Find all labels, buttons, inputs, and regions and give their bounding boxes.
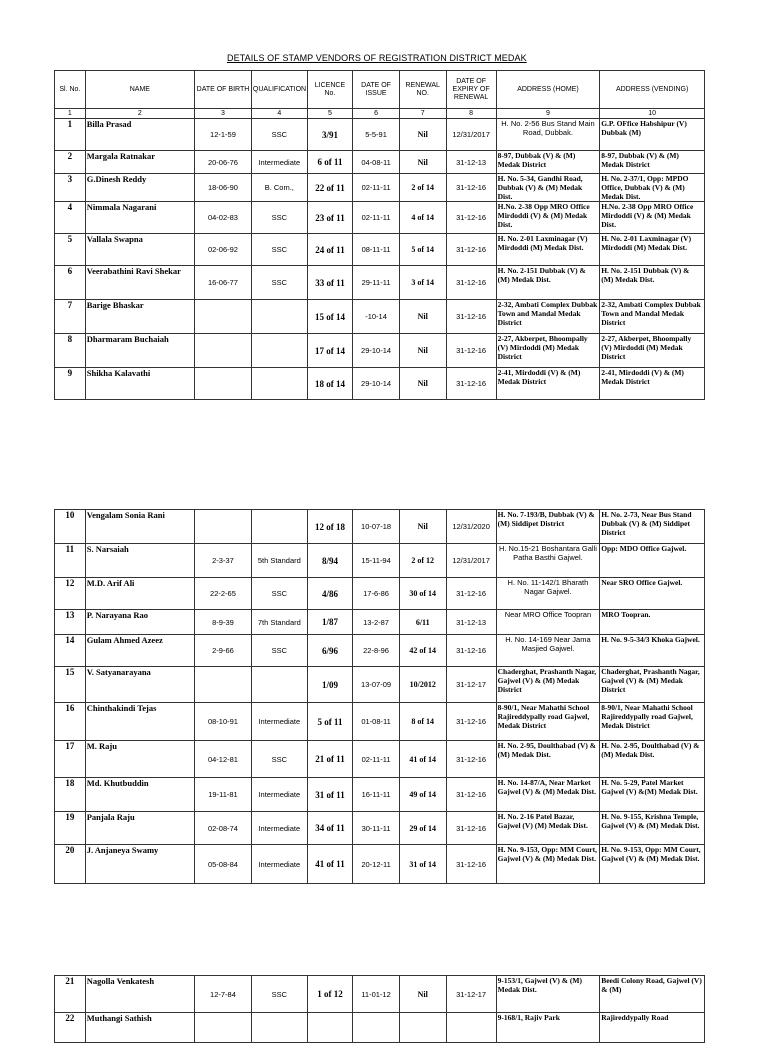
- cell-dob: [195, 510, 252, 544]
- cell-address-vending: G.P. OFfice Habshipur (V) Dubbak (M): [600, 119, 705, 151]
- cell-sl-no: 8: [55, 334, 86, 368]
- cell-sl-no: 20: [55, 845, 86, 884]
- table-row: [55, 334, 705, 368]
- cell-address-vending: H. No. 2-01 Laxminagar (V) Mirdoddi (M) Medak Dist.: [600, 234, 705, 266]
- cell-sl-no: 17: [55, 741, 86, 778]
- cell-sl-no: 3: [55, 174, 86, 202]
- cell-dob: 16-06-77: [195, 266, 252, 300]
- cell-dob: 2-9-66: [195, 635, 252, 667]
- cell-dob: 02-06-92: [195, 234, 252, 266]
- cell-licence: 24 of 11: [307, 234, 353, 266]
- cell-qualification: 5th Standard: [251, 544, 307, 578]
- header-dob: DATE OF BIRTH: [195, 71, 252, 109]
- cell-address-home: H.No. 2-38 Opp MRO Office Mirdoddi (V) & (M) Medak Dist.: [496, 202, 600, 234]
- cell-sl-no: 4: [55, 202, 86, 234]
- cell-name: Vengalam Sonia Rani: [85, 510, 194, 544]
- cell-sl-no: 21: [55, 976, 86, 1013]
- cell-sl-no: 22: [55, 1013, 86, 1043]
- cell-sl-no: 12: [55, 578, 86, 610]
- cell-renewal: Nil: [399, 151, 446, 174]
- table-row: [55, 667, 705, 703]
- cell-name: V. Satyanarayana: [85, 667, 194, 703]
- cell-address-home: H. No. 7-193/B, Dubbak (V) & (M) Siddipet District: [496, 510, 600, 544]
- cell-licence: 33 of 11: [307, 266, 353, 300]
- cell-dob: 8-9-39: [195, 610, 252, 635]
- table-row: [55, 544, 705, 578]
- cell-address-vending: 2-32, Ambati Complex Dubbak Town and Mandal Medak District: [600, 300, 705, 334]
- cell-expiry: 31-12-16: [446, 266, 496, 300]
- cell-dob: 08-10-91: [195, 703, 252, 741]
- cell-licence: 34 of 11: [307, 812, 353, 845]
- cell-expiry: 31-12-16: [446, 202, 496, 234]
- cell-qualification: SSC: [251, 202, 307, 234]
- cell-date-of-issue: 10-07-18: [353, 510, 400, 544]
- cell-date-of-issue: 29-10-14: [353, 368, 400, 400]
- cell-qualification: SSC: [251, 741, 307, 778]
- cell-address-vending: H. No. 2-151 Dubbak (V) & (M) Medak Dist.: [600, 266, 705, 300]
- table-row: [55, 368, 705, 400]
- cell-address-home: H. No. 2-56 Bus Stand Main Road, Dubbak.: [496, 119, 600, 151]
- cell-name: Nagolla Venkatesh: [85, 976, 194, 1013]
- table-row: [55, 202, 705, 234]
- document-title: DETAILS OF STAMP VENDORS OF REGISTRATION DISTRICT MEDAK: [227, 53, 527, 63]
- cell-licence: 1 of 12: [307, 976, 353, 1013]
- cell-licence: [307, 1013, 353, 1043]
- cell-qualification: SSC: [251, 578, 307, 610]
- cell-dob: [195, 300, 252, 334]
- cell-name: Chinthakindi Tejas: [85, 703, 194, 741]
- cell-address-vending: Near SRO Office Gajwel.: [600, 578, 705, 610]
- cell-sl-no: 6: [55, 266, 86, 300]
- cell-dob: 02-08-74: [195, 812, 252, 845]
- cell-renewal: 8 of 14: [399, 703, 446, 741]
- cell-address-home: 8-97, Dubbak (V) & (M) Medak District: [496, 151, 600, 174]
- cell-qualification: 7th Standard: [251, 610, 307, 635]
- cell-qualification: B. Com.,: [251, 174, 307, 202]
- table-row: [55, 119, 705, 151]
- vendor-table-1: [54, 70, 705, 400]
- cell-address-home: H. No. 2-151 Dubbak (V) & (M) Medak Dist.: [496, 266, 600, 300]
- cell-licence: 21 of 11: [307, 741, 353, 778]
- cell-qualification: [251, 667, 307, 703]
- cell-licence: 5 of 11: [307, 703, 353, 741]
- cell-address-vending: 2-27, Akberpet, Bhoompally (V) Mirdoddi (M) Medak District: [600, 334, 705, 368]
- cell-sl-no: 2: [55, 151, 86, 174]
- cell-address-vending: Chaderghat, Prashanth Nagar, Gajwel (V) & (M) Medak District: [600, 667, 705, 703]
- cell-renewal: 6/11: [399, 610, 446, 635]
- cell-name: Billa Prasad: [85, 119, 194, 151]
- cell-address-home: H. No. 2-16 Patel Bazar, Gajwel (V) (M) Medak Dist.: [496, 812, 600, 845]
- cell-expiry: 31-12-16: [446, 635, 496, 667]
- cell-sl-no: 19: [55, 812, 86, 845]
- cell-address-vending: 8-97, Dubbak (V) & (M) Medak District: [600, 151, 705, 174]
- cell-date-of-issue: 02-11-11: [353, 202, 400, 234]
- cell-name: P. Narayana Rao: [85, 610, 194, 635]
- cell-address-home: H. No. 5-34, Gandhi Road, Dubbak (V) & (M) Medak Dist.: [496, 174, 600, 202]
- cell-renewal: 2 of 12: [399, 544, 446, 578]
- table-row: [55, 266, 705, 300]
- cell-expiry: 12/31/2017: [446, 119, 496, 151]
- cell-dob: 12-7-84: [195, 976, 252, 1013]
- cell-expiry: 31-12-16: [446, 174, 496, 202]
- cell-licence: 22 of 11: [307, 174, 353, 202]
- table-row: [55, 778, 705, 812]
- cell-name: Barige Bhaskar: [85, 300, 194, 334]
- col-number: 4: [251, 109, 307, 119]
- cell-expiry: 12/31/2020: [446, 510, 496, 544]
- cell-address-home: H. No. 14-87/A, Near Market Gajwel (V) & (M) Medak Dist.: [496, 778, 600, 812]
- cell-date-of-issue: 30-11-11: [353, 812, 400, 845]
- col-number: 10: [600, 109, 705, 119]
- vendor-table-3: [54, 975, 705, 1043]
- header-address-vending: ADDRESS (VENDING): [600, 71, 705, 109]
- cell-qualification: SSC: [251, 234, 307, 266]
- header-qualification: QUALIFICATION: [251, 71, 307, 109]
- cell-name: Nimmala Nagarani: [85, 202, 194, 234]
- table-row: [55, 635, 705, 667]
- cell-renewal: Nil: [399, 510, 446, 544]
- cell-dob: 22-2-65: [195, 578, 252, 610]
- cell-name: M. Raju: [85, 741, 194, 778]
- cell-renewal: 49 of 14: [399, 778, 446, 812]
- cell-expiry: 31-12-16: [446, 368, 496, 400]
- cell-renewal: [399, 1013, 446, 1043]
- cell-expiry: 31-12-16: [446, 334, 496, 368]
- cell-address-home: H. No. 14-169 Near Jama Masjied Gajwel.: [496, 635, 600, 667]
- cell-expiry: 12/31/2017: [446, 544, 496, 578]
- cell-qualification: SSC: [251, 976, 307, 1013]
- cell-address-home: Chaderghat, Prashanth Nagar, Gajwel (V) & (M) Medak District: [496, 667, 600, 703]
- cell-name: Shikha Kalavathi: [85, 368, 194, 400]
- header-sl-no: Sl. No.: [55, 71, 86, 109]
- cell-renewal: Nil: [399, 300, 446, 334]
- cell-date-of-issue: 29-11-11: [353, 266, 400, 300]
- cell-address-home: 2-32, Ambati Complex Dubbak Town and Mandal Medak District: [496, 300, 600, 334]
- header-row: [55, 71, 705, 109]
- cell-name: Md. Khutbuddin: [85, 778, 194, 812]
- cell-licence: 1/09: [307, 667, 353, 703]
- cell-qualification: [251, 334, 307, 368]
- cell-name: Margala Ratnakar: [85, 151, 194, 174]
- cell-renewal: 10/2012: [399, 667, 446, 703]
- cell-date-of-issue: 13-2-87: [353, 610, 400, 635]
- cell-date-of-issue: 29-10-14: [353, 334, 400, 368]
- cell-sl-no: 1: [55, 119, 86, 151]
- cell-sl-no: 11: [55, 544, 86, 578]
- cell-licence: 6/96: [307, 635, 353, 667]
- cell-dob: 18-06-90: [195, 174, 252, 202]
- col-number: 5: [307, 109, 353, 119]
- cell-date-of-issue: -10-14: [353, 300, 400, 334]
- cell-renewal: 30 of 14: [399, 578, 446, 610]
- col-number: 2: [85, 109, 194, 119]
- cell-dob: [195, 368, 252, 400]
- cell-address-home: H. No. 11-142/1 Bharath Nagar Gajwel.: [496, 578, 600, 610]
- cell-qualification: SSC: [251, 266, 307, 300]
- cell-expiry: 31-12-16: [446, 578, 496, 610]
- cell-expiry: 31-12-16: [446, 300, 496, 334]
- cell-address-home: H. No. 2-95, Doulthabad (V) & (M) Medak Dist.: [496, 741, 600, 778]
- cell-renewal: 41 of 14: [399, 741, 446, 778]
- cell-licence: 23 of 11: [307, 202, 353, 234]
- cell-expiry: 31-12-16: [446, 703, 496, 741]
- cell-date-of-issue: 5-5-91: [353, 119, 400, 151]
- cell-name: Veerabathini Ravi Shekar: [85, 266, 194, 300]
- cell-renewal: 42 of 14: [399, 635, 446, 667]
- cell-date-of-issue: 17-6-86: [353, 578, 400, 610]
- cell-expiry: 31-12-17: [446, 976, 496, 1013]
- cell-date-of-issue: 11-01-12: [353, 976, 400, 1013]
- cell-name: Vallala Swapna: [85, 234, 194, 266]
- cell-address-vending: MRO Toopran.: [600, 610, 705, 635]
- cell-qualification: [251, 510, 307, 544]
- cell-date-of-issue: 20-12-11: [353, 845, 400, 884]
- table-row: [55, 300, 705, 334]
- cell-licence: 41 of 11: [307, 845, 353, 884]
- cell-qualification: [251, 368, 307, 400]
- cell-qualification: Intermediate: [251, 845, 307, 884]
- cell-qualification: [251, 1013, 307, 1043]
- cell-address-home: H. No.15-21 Boshantara Galli Patha Basthi Gajwel.: [496, 544, 600, 578]
- cell-name: G.Dinesh Reddy: [85, 174, 194, 202]
- table-row: [55, 234, 705, 266]
- col-number: 1: [55, 109, 86, 119]
- cell-expiry: 31-12-16: [446, 741, 496, 778]
- cell-renewal: 31 of 14: [399, 845, 446, 884]
- cell-date-of-issue: 15-11-94: [353, 544, 400, 578]
- cell-address-home: H. No. 2-01 Laxminagar (V) Mirdoddi (M) Medak Dist.: [496, 234, 600, 266]
- cell-name: S. Narsaiah: [85, 544, 194, 578]
- cell-address-vending: Rajireddypally Road: [600, 1013, 705, 1043]
- cell-dob: 20-06-76: [195, 151, 252, 174]
- vendor-table-2: [54, 509, 705, 884]
- cell-expiry: 31-12-17: [446, 667, 496, 703]
- table-row: [55, 845, 705, 884]
- cell-renewal: 5 of 14: [399, 234, 446, 266]
- cell-dob: 05-08-84: [195, 845, 252, 884]
- cell-date-of-issue: 02-11-11: [353, 741, 400, 778]
- cell-licence: 12 of 18: [307, 510, 353, 544]
- cell-licence: 4/86: [307, 578, 353, 610]
- cell-licence: 15 of 14: [307, 300, 353, 334]
- cell-sl-no: 16: [55, 703, 86, 741]
- cell-sl-no: 9: [55, 368, 86, 400]
- cell-address-vending: H. No. 2-95, Doulthabad (V) & (M) Medak Dist.: [600, 741, 705, 778]
- cell-sl-no: 14: [55, 635, 86, 667]
- cell-expiry: 31-12-16: [446, 845, 496, 884]
- cell-address-vending: H. No. 9-153, Opp: MM Court, Gajwel (V) & (M) Medak Dist.: [600, 845, 705, 884]
- cell-licence: 6 of 11: [307, 151, 353, 174]
- cell-address-home: H. No. 9-153, Opp: MM Court, Gajwel (V) & (M) Medak Dist.: [496, 845, 600, 884]
- cell-licence: 17 of 14: [307, 334, 353, 368]
- cell-address-home: 2-41, Mirdoddi (V) & (M) Medak District: [496, 368, 600, 400]
- cell-address-home: 9-153/1, Gajwel (V) & (M) Medak Dist.: [496, 976, 600, 1013]
- cell-dob: [195, 667, 252, 703]
- cell-dob: [195, 1013, 252, 1043]
- cell-address-home: 2-27, Akberpet, Bhoompally (V) Mirdoddi (M) Medak District: [496, 334, 600, 368]
- cell-dob: 2-3-37: [195, 544, 252, 578]
- col-number: 8: [446, 109, 496, 119]
- cell-address-vending: 8-90/1, Near Mahathi School Rajireddypally road Gajwel, Medak District: [600, 703, 705, 741]
- cell-address-vending: Beedi Colony Road, Gajwel (V) & (M): [600, 976, 705, 1013]
- cell-expiry: 31-12-16: [446, 812, 496, 845]
- header-licence: LICENCE No.: [307, 71, 353, 109]
- cell-name: Muthangi Sathish: [85, 1013, 194, 1043]
- header-date-of-issue: DATE OF ISSUE: [353, 71, 400, 109]
- cell-address-vending: H. No. 9-5-34/3 Khoka Gajwel.: [600, 635, 705, 667]
- cell-sl-no: 5: [55, 234, 86, 266]
- cell-sl-no: 15: [55, 667, 86, 703]
- table-row: [55, 151, 705, 174]
- cell-name: Panjala Raju: [85, 812, 194, 845]
- cell-renewal: 3 of 14: [399, 266, 446, 300]
- cell-name: M.D. Arif Ali: [85, 578, 194, 610]
- table-row: [55, 610, 705, 635]
- cell-qualification: Intermediate: [251, 812, 307, 845]
- col-number: 6: [353, 109, 400, 119]
- cell-renewal: Nil: [399, 119, 446, 151]
- cell-dob: 04-02-83: [195, 202, 252, 234]
- cell-qualification: [251, 300, 307, 334]
- cell-licence: 1/87: [307, 610, 353, 635]
- header-name: NAME: [85, 71, 194, 109]
- cell-address-vending: H. No. 5-29, Patel Market Gajwel (V) &(M) Medak Dist.: [600, 778, 705, 812]
- cell-dob: 12-1-59: [195, 119, 252, 151]
- cell-expiry: [446, 1013, 496, 1043]
- column-number-row: [55, 109, 705, 119]
- col-number: 7: [399, 109, 446, 119]
- cell-expiry: 31-12-16: [446, 778, 496, 812]
- cell-date-of-issue: 16-11-11: [353, 778, 400, 812]
- cell-renewal: 29 of 14: [399, 812, 446, 845]
- col-number: 3: [195, 109, 252, 119]
- cell-expiry: 31-12-16: [446, 234, 496, 266]
- table-row: [55, 1013, 705, 1043]
- table-row: [55, 578, 705, 610]
- cell-sl-no: 10: [55, 510, 86, 544]
- table-row: [55, 174, 705, 202]
- cell-address-home: 8-90/1, Near Mahathi School Rajireddypally road Gajwel, Medak District: [496, 703, 600, 741]
- cell-qualification: Intermediate: [251, 703, 307, 741]
- cell-sl-no: 13: [55, 610, 86, 635]
- cell-qualification: Intermediate: [251, 151, 307, 174]
- cell-licence: 18 of 14: [307, 368, 353, 400]
- cell-address-vending: H. No. 9-155, Krishna Temple, Gajwel (V) & (M) Medak Dist.: [600, 812, 705, 845]
- cell-address-vending: H.No. 2-38 Opp MRO Office Mirdoddi (V) & (M) Medak Dist.: [600, 202, 705, 234]
- cell-qualification: SSC: [251, 119, 307, 151]
- header-renewal-no: RENEWAL NO.: [399, 71, 446, 109]
- header-address-home: ADDRESS (HOME): [496, 71, 600, 109]
- cell-address-home: 9-168/1, Rajiv Park: [496, 1013, 600, 1043]
- cell-qualification: Intermediate: [251, 778, 307, 812]
- cell-address-vending: H. No. 2-73, Near Bus Stand Dubbak (V) & (M) Siddipet District: [600, 510, 705, 544]
- cell-renewal: Nil: [399, 368, 446, 400]
- cell-renewal: 4 of 14: [399, 202, 446, 234]
- table-row: [55, 510, 705, 544]
- cell-date-of-issue: 13-07-09: [353, 667, 400, 703]
- cell-dob: 19-11-81: [195, 778, 252, 812]
- table-row: [55, 812, 705, 845]
- cell-address-vending: H. No. 2-37/1, Opp: MPDO Office, Dubbak (V) & (M) Medak Dist.: [600, 174, 705, 202]
- cell-licence: 31 of 11: [307, 778, 353, 812]
- cell-sl-no: 7: [55, 300, 86, 334]
- cell-sl-no: 18: [55, 778, 86, 812]
- cell-date-of-issue: 01-08-11: [353, 703, 400, 741]
- cell-licence: 3/91: [307, 119, 353, 151]
- cell-date-of-issue: [353, 1013, 400, 1043]
- cell-name: Dharmaram Buchaiah: [85, 334, 194, 368]
- cell-dob: [195, 334, 252, 368]
- col-number: 9: [496, 109, 600, 119]
- cell-address-vending: Opp: MDO Office Gajwel.: [600, 544, 705, 578]
- cell-expiry: 31-12-13: [446, 610, 496, 635]
- cell-qualification: SSC: [251, 635, 307, 667]
- cell-address-home: Near MRO Office Toopran: [496, 610, 600, 635]
- cell-name: J. Anjaneya Swamy: [85, 845, 194, 884]
- cell-name: Gulam Ahmed Azeez: [85, 635, 194, 667]
- table-row: [55, 741, 705, 778]
- cell-date-of-issue: 02-11-11: [353, 174, 400, 202]
- cell-licence: 8/94: [307, 544, 353, 578]
- cell-date-of-issue: 08-11-11: [353, 234, 400, 266]
- table-row: [55, 703, 705, 741]
- cell-renewal: Nil: [399, 334, 446, 368]
- cell-renewal: Nil: [399, 976, 446, 1013]
- cell-address-vending: 2-41, Mirdoddi (V) & (M) Medak District: [600, 368, 705, 400]
- header-expiry: DATE OF EXPIRY OF RENEWAL: [446, 71, 496, 109]
- cell-date-of-issue: 04-08-11: [353, 151, 400, 174]
- cell-dob: 04-12-81: [195, 741, 252, 778]
- cell-date-of-issue: 22-8-96: [353, 635, 400, 667]
- cell-renewal: 2 of 14: [399, 174, 446, 202]
- cell-expiry: 31-12-13: [446, 151, 496, 174]
- table-row: [55, 976, 705, 1013]
